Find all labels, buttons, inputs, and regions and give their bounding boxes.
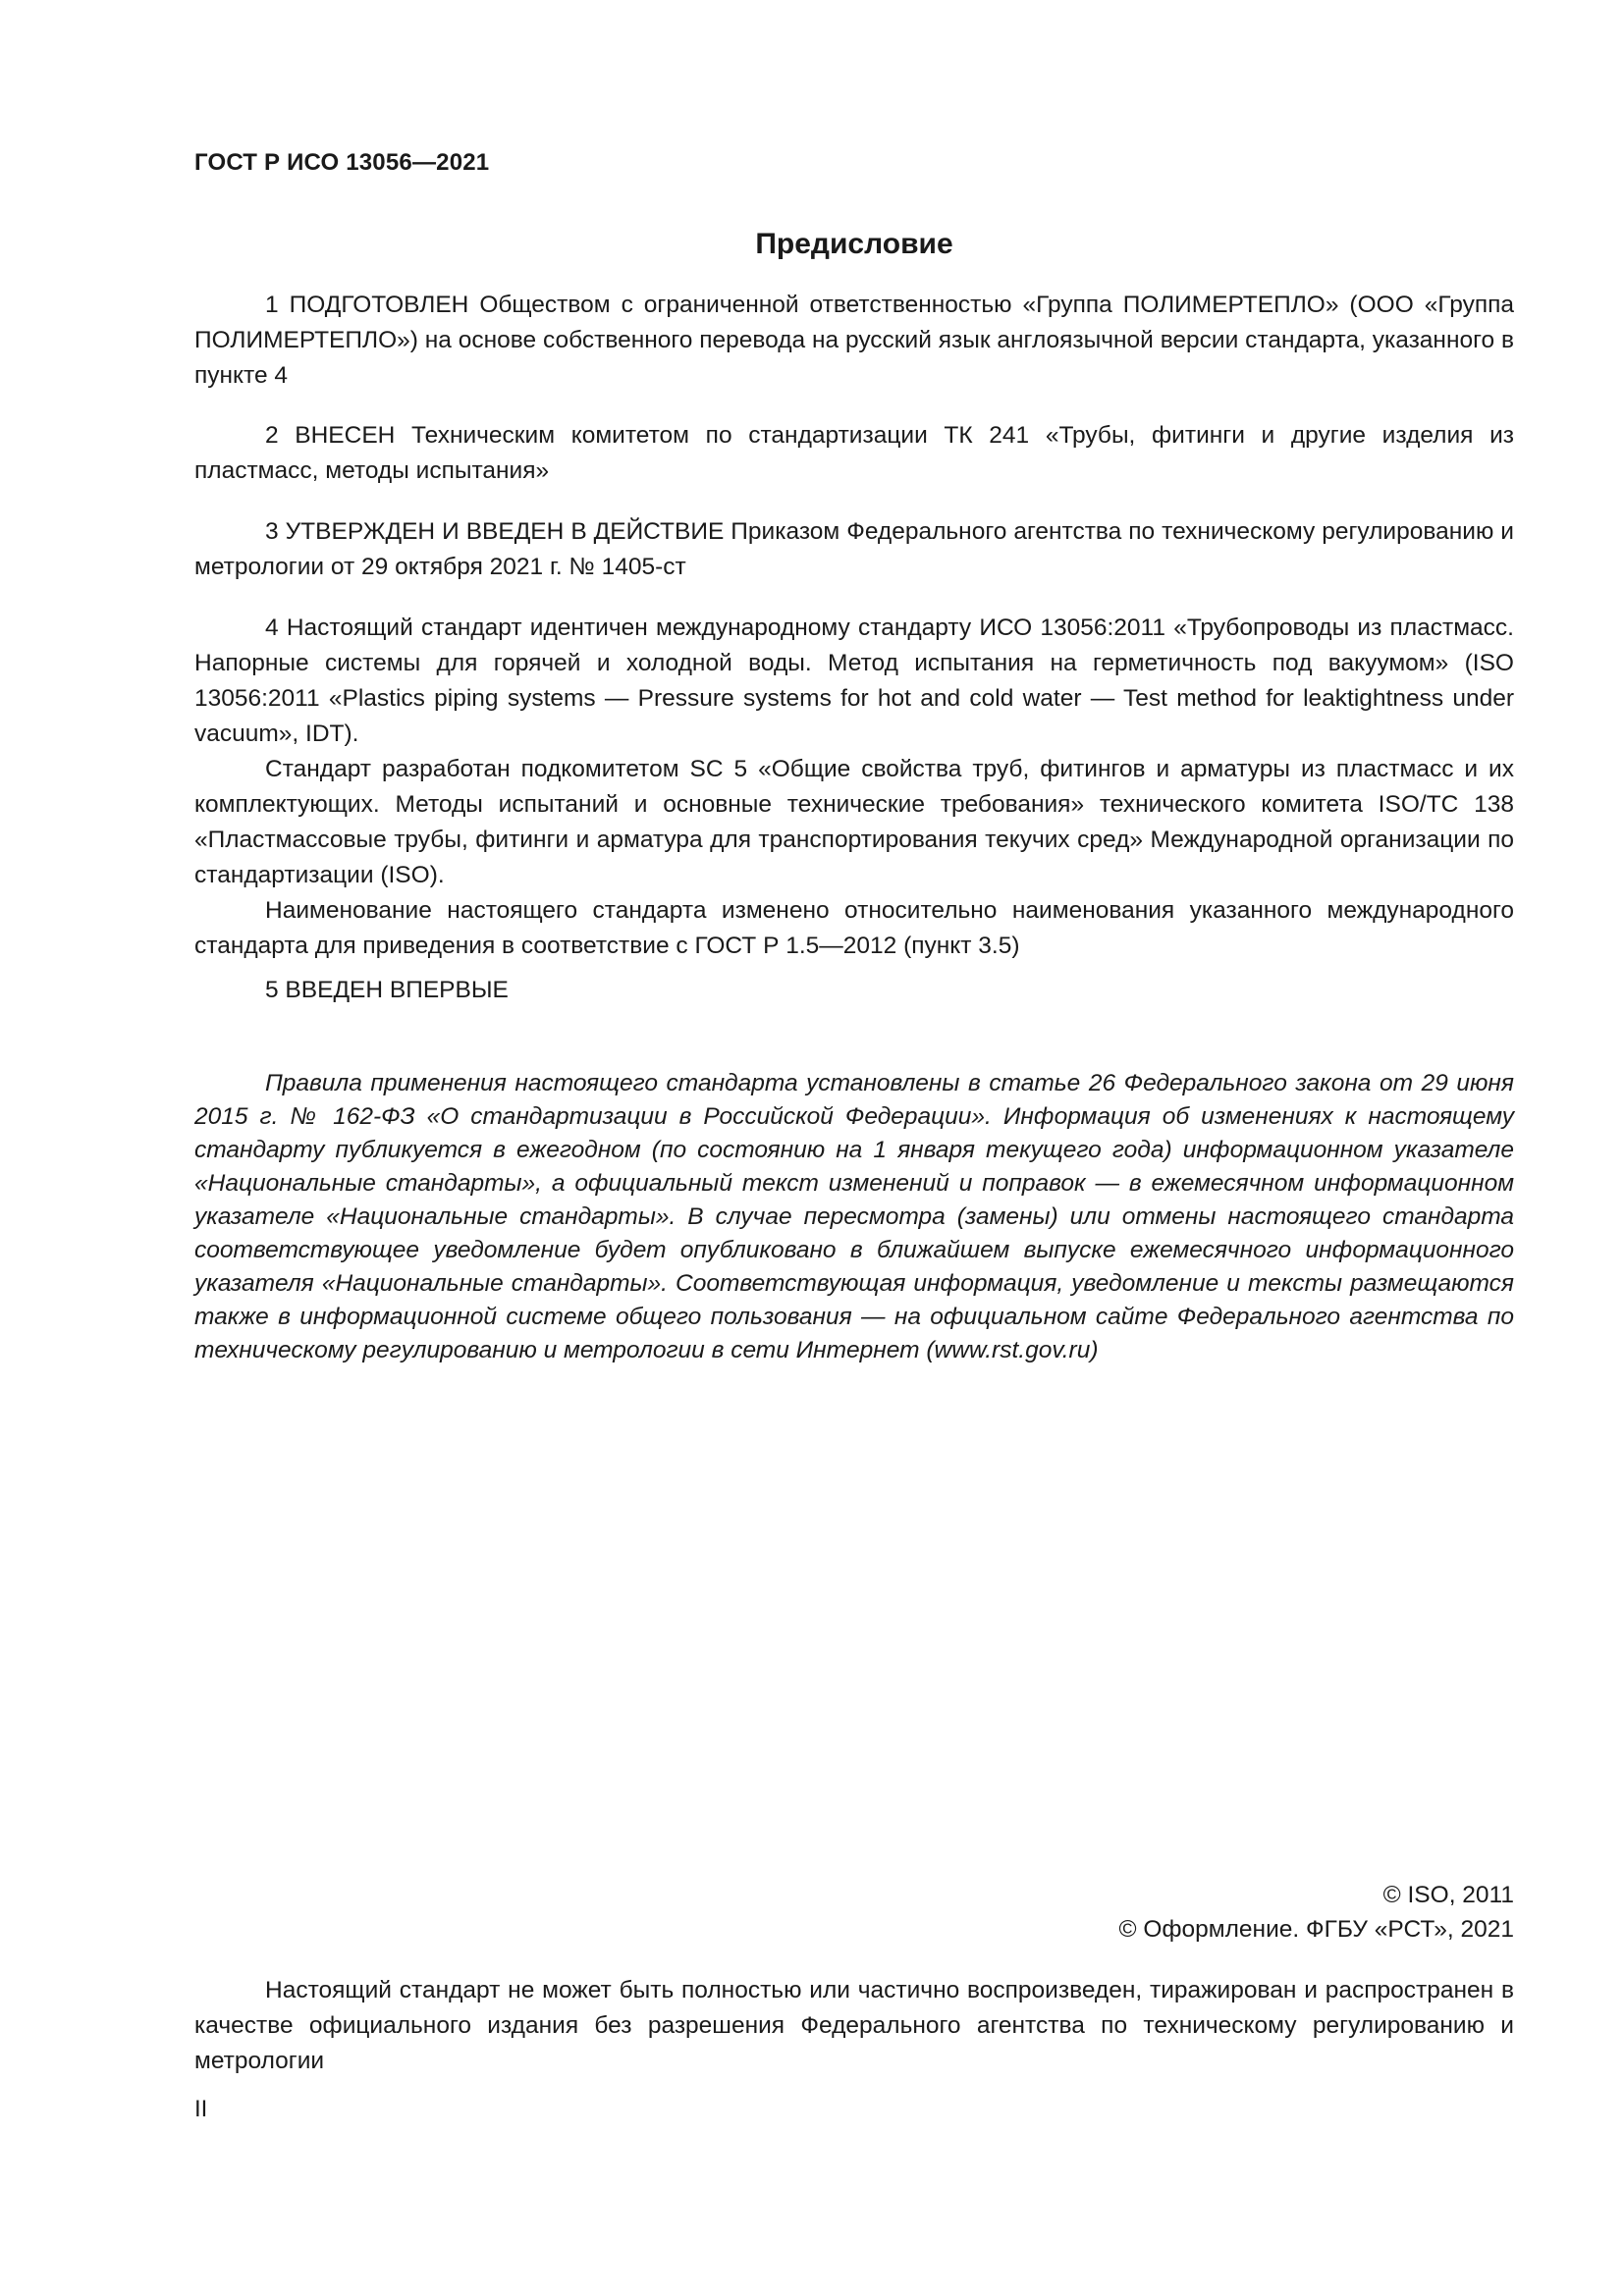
section-1: [194, 288, 1514, 394]
copyright-rst: © Оформление. ФГБУ «РСТ», 2021: [1118, 1916, 1514, 1943]
section-1-text: 1 ПОДГОТОВЛЕН Обществом с ограниченной ответственностью «Группа ПОЛИМЕРТЕПЛО» (ООО «Группа ПОЛИМЕРТЕПЛО») на основе собственного перевода на русский язык англоязычной версии стандарта, указанного в пункте 4: [194, 292, 1514, 389]
section-2-text: 2 ВНЕСЕН Техническим комитетом по стандартизации ТК 241 «Трубы, фитинги и другие изделия из пластмасс, методы испытания»: [194, 422, 1514, 484]
section-5: [194, 973, 1514, 1008]
section-2: [194, 418, 1514, 489]
section-4: [194, 611, 1514, 964]
page-number: II: [194, 2096, 208, 2122]
section-5-text: 5 ВВЕДЕН ВПЕРВЫЕ: [265, 977, 509, 1003]
copyright-iso: © ISO, 2011: [1382, 1882, 1514, 1908]
rules-notice: [194, 1067, 1514, 1367]
section-3: [194, 514, 1514, 585]
copyright-block: [1118, 1878, 1514, 1947]
reproduction-notice: [194, 1973, 1514, 2079]
document-code: ГОСТ Р ИСО 13056—2021: [194, 149, 490, 176]
reproduction-notice-text: Настоящий стандарт не может быть полностью или частично воспроизведен, тиражирован и распространен в качестве официального издания без разрешения Федерального агентства по техническому регулированию и метрологии: [194, 1977, 1514, 2074]
section-4-paragraph-1: 4 Настоящий стандарт идентичен международному стандарту ИСО 13056:2011 «Трубопроводы из пластмасс. Напорные системы для горячей и холодной воды. Метод испытания на герметичность под вакуумом» (ISO 13056:2011 «Plastics piping systems — Pressure systems for hot and cold water — Test method for leaktightness under vacuum», IDT).: [194, 614, 1514, 747]
section-4-paragraph-3: Наименование настоящего стандарта изменено относительно наименования указанного международного стандарта для приведения в соответствие с ГОСТ Р 1.5—2012 (пункт 3.5): [194, 897, 1514, 959]
section-3-text: 3 УТВЕРЖДЕН И ВВЕДЕН В ДЕЙСТВИЕ Приказом Федерального агентства по техническому регулированию и метрологии от 29 октября 2021 г. № 1405-ст: [194, 518, 1514, 580]
page-title: Предисловие: [755, 228, 953, 260]
rules-notice-text: Правила применения настоящего стандарта установлены в статье 26 Федерального закона от 29 июня 2015 г. № 162-ФЗ «О стандартизации в Российской Федерации». Информация об изменениях к настоящему стандарту публикуется в ежегодном (по состоянию на 1 января текущего года) информационном указателе «Национальные стандарты», а официальный текст изменений и поправок — в ежемесячном информационном указателе «Национальные стандарты». В случае пересмотра (замены) или отмены настоящего стандарта соответствующее уведомление будет опубликовано в ближайшем выпуске ежемесячного информационного указателя «Национальные стандарты». Соответствующая информация, уведомление и тексты размещаются также в информационной системе общего пользования — на официальном сайте Федерального агентства по техническому регулированию и метрологии в сети Интернет (www.rst.gov.ru): [194, 1070, 1514, 1363]
section-4-paragraph-2: Стандарт разработан подкомитетом SC 5 «Общие свойства труб, фитингов и арматуры из пластмасс и их комплектующих. Методы испытаний и основные технические требования» технического комитета ISO/TC 138 «Пластмассовые трубы, фитинги и арматура для транспортирования текучих сред» Международной организации по стандартизации (ISO).: [194, 756, 1514, 888]
